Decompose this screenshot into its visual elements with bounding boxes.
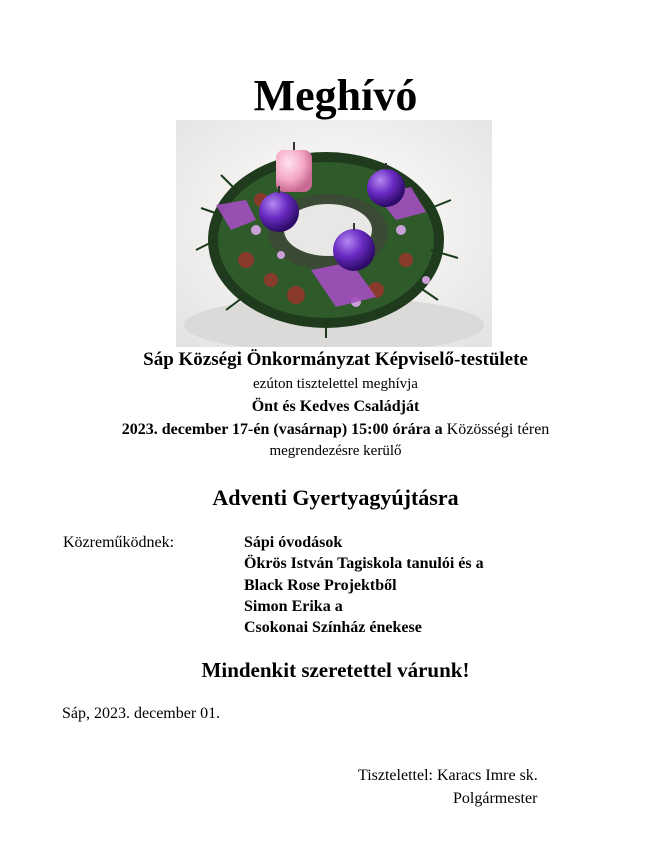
signature-title: Polgármester [453,790,538,807]
page-title: Meghívó [253,71,418,120]
contributor-item: Black Rose Projektből [244,577,397,594]
event-datetime: 2023. december 17-én (vasárnap) 15:00 órára a [121,421,443,438]
advent-wreath-photo [176,120,492,347]
contributor-item: Simon Erika a [244,598,343,615]
event-location: Közösségi téren [446,421,550,438]
addressee-line: Önt és Kedves Családját [251,398,420,415]
organizer-heading: Sáp Községi Önkormányzat Képviselő-testülete [143,349,528,370]
contributor-item: Csokonai Színház énekese [244,619,422,636]
location-line: megrendezésre kerülő [269,443,402,459]
closing-line: Mindenkit szeretettel várunk! [201,658,470,682]
datetime-line [0,419,671,440]
contributor-item: Sápi óvodások [244,534,343,551]
event-name: Adventi Gyertyagyújtásra [212,485,459,510]
invite-line: ezúton tisztelettel meghívja [253,376,418,392]
place-date: Sáp, 2023. december 01. [62,705,221,722]
contributor-item: Ökrös István Tagiskola tanulói és a [244,555,484,572]
contributors-label: Közreműködnek: [63,534,175,551]
signature: Tisztelettel: Karacs Imre sk. [358,767,538,784]
